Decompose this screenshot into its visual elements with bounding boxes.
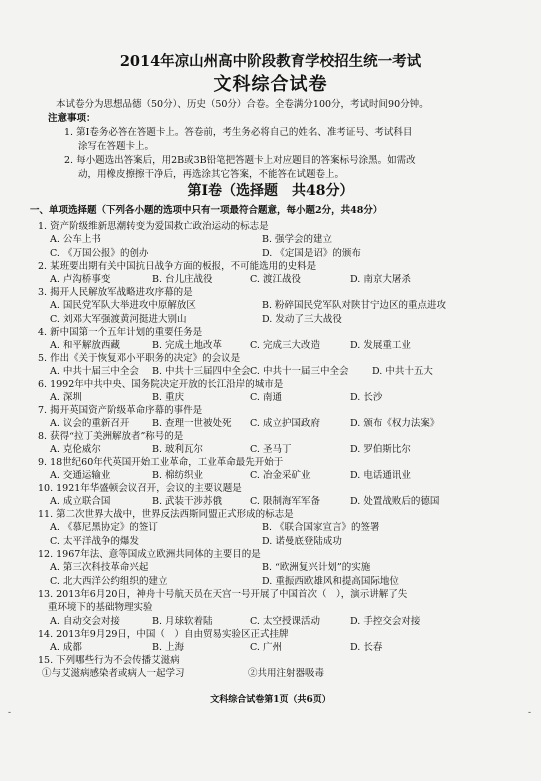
question-stem: 5. 作出《关于恢复邓小平职务的决定》的会议是 — [38, 353, 241, 364]
answer-option: C. 《万国公报》的创办 — [50, 247, 149, 259]
answer-option: D. 重振西欧雄风和提高国际地位 — [262, 575, 399, 587]
note-1-cont: 涂写在答题卡上。 — [78, 141, 155, 152]
answer-option: B. 《联合国家宣言》的签署 — [262, 522, 380, 534]
margin-mark: - — [8, 708, 12, 718]
answer-option: C. 渡江战役 — [250, 274, 301, 286]
note-2-cont: 动，用橡皮擦擦干净后，再选涂其它答案，不能答在试题卷上。 — [78, 169, 345, 180]
answer-option: D. 《定国是诏》的颁布 — [262, 247, 361, 259]
answer-option: C. 广州 — [250, 642, 282, 654]
answer-option: D. 南京大屠杀 — [350, 274, 411, 286]
answer-option: A. 自动交会对接 — [50, 615, 120, 627]
answer-option: D. 诺曼底登陆成功 — [262, 535, 342, 547]
answer-option: B. 台儿庄战役 — [152, 274, 213, 286]
answer-option: D. 电话通讯业 — [350, 470, 411, 482]
answer-option: C. 完成三大改造 — [250, 340, 320, 352]
answer-option: C. 北大西洋公约组织的建立 — [50, 575, 168, 587]
page-footer: 文科综合试卷第1页（共6页） — [210, 695, 331, 705]
answer-option: D. 中共十五大 — [372, 366, 433, 378]
answer-option: C. 太平洋战争的爆发 — [50, 535, 139, 547]
answer-option: D. 罗伯斯比尔 — [350, 444, 411, 456]
exam-title: 2014年凉山州高中阶段教育学校招生统一考试 — [119, 53, 422, 70]
answer-option: A. 交通运输业 — [50, 470, 111, 482]
answer-option: B. 中共十三届四中全会 — [152, 366, 251, 378]
exam-subtitle: 文科综合试卷 — [213, 74, 328, 95]
answer-option: A. 第三次科技革命兴起 — [50, 562, 149, 574]
answer-option: A. 成立联合国 — [50, 496, 111, 508]
answer-option: A. 国民党军队大举进攻中原解放区 — [50, 300, 196, 312]
answer-option: C. 圣马丁 — [250, 444, 292, 456]
answer-option: A. 卢沟桥事变 — [50, 274, 111, 286]
question-stem: 14. 2013年9月29日，中国（ ）自由贸易实验区正式挂牌 — [38, 629, 289, 640]
answer-option: D. 处置战败后的德国 — [350, 496, 440, 508]
question-stem: 15. 下列哪些行为不会传播艾滋病 — [38, 655, 180, 666]
answer-option: B. 棉纺织业 — [152, 470, 204, 482]
answer-option: D. 发展重工业 — [350, 340, 411, 352]
question-stem: 8. 获得“拉丁美洲解放者”称号的是 — [38, 431, 184, 442]
question-stem: 13. 2013年6月20日，神舟十号航天员在天宫一号开展了中国首次（ ），演示讲解了失 — [38, 589, 408, 600]
question-stem: 11. 第二次世界大战中，世界反法西斯同盟正式形成的标志是 — [38, 509, 294, 520]
question-stem: 6. 1992年中共中央、国务院决定开放的长江沿岸的城市是 — [38, 379, 284, 390]
note-1: 1. 第Ⅰ卷务必答在答题卡上。答卷前，考生务必将自己的姓名、准考证号、考试科目 — [64, 127, 413, 138]
answer-option: D. 颁布《权力法案》 — [350, 418, 440, 430]
answer-option: A. 克伦威尔 — [50, 444, 101, 456]
answer-option: A. 和平解放西藏 — [50, 340, 120, 352]
note-2: 2. 每小题选出答案后，用2B或3B铅笔把答题卡上对应题目的答案标号涂黑。如需改 — [64, 155, 416, 166]
answer-option: B. 完成土地改革 — [152, 340, 223, 352]
answer-option: D. 手控交会对接 — [350, 615, 421, 627]
answer-option: A. 中共十届三中全会 — [50, 366, 139, 378]
intro-line: 本试卷分为思想品德（50分）、历史（50分）合卷。全卷满分100分，考试时间90分钟。 — [56, 99, 429, 110]
notes-title: 注意事项： — [48, 113, 96, 124]
answer-option: C. 刘邓大军强渡黄河挺进大别山 — [50, 313, 187, 325]
answer-option: B. 重庆 — [152, 392, 185, 404]
question-stem: 12. 1967年法、意等国成立欧洲共同体的主要目的是 — [38, 549, 261, 560]
answer-option: C. 中共十一届三中全会 — [250, 366, 349, 378]
answer-option: C. 太空授课活动 — [250, 615, 320, 627]
answer-option: A. 成都 — [50, 642, 82, 654]
question-stem: 1. 资产阶级维新思潮转变为爱国救亡政治运动的标志是 — [38, 221, 269, 232]
question-stem: 2. 某班要出期有关中国抗日战争方面的板报，不可能选用的史料是 — [38, 261, 317, 272]
question-stem: 4. 新中国第一个五年计划的重要任务是 — [38, 327, 203, 338]
answer-option: C. 南通 — [250, 392, 282, 404]
answer-option: B. 武装干涉苏俄 — [152, 496, 223, 508]
answer-option: B. 粉碎国民党军队对陕甘宁边区的重点进攻 — [262, 300, 447, 312]
section-title: 第Ⅰ卷（选择题 共48分） — [187, 183, 354, 199]
answer-option: B. 上海 — [152, 642, 185, 654]
question-stem: 7. 揭开英国资产阶级革命序幕的事件是 — [38, 405, 203, 416]
question-stem: 10. 1921年华盛顿会议召开，会议的主要议题是 — [38, 483, 242, 494]
answer-option: B. 玻利瓦尔 — [152, 444, 204, 456]
answer-option: C. 限制海军军备 — [250, 496, 320, 508]
answer-option: B. “欧洲复兴计划”的实施 — [262, 562, 371, 574]
answer-option: A. 深圳 — [50, 392, 82, 404]
section-instructions: 一、单项选择题（下列各小题的选项中只有一项最符合题意，每小题2分，共48分） — [30, 205, 383, 216]
answer-option: C. 冶金采矿业 — [250, 470, 311, 482]
answer-option: C. 成立护国政府 — [250, 418, 320, 430]
question-stem-cont: 重环境下的基础物理实验 — [48, 602, 153, 614]
answer-option: B. 月球软着陆 — [152, 615, 213, 627]
margin-mark: - — [528, 708, 532, 718]
answer-option: A. 议会的重新召开 — [50, 418, 130, 430]
answer-option: ②共用注射器吸毒 — [248, 668, 325, 680]
question-stem: 3. 揭开人民解放军战略进攻序幕的是 — [38, 287, 193, 298]
answer-option: D. 长沙 — [350, 392, 383, 404]
answer-option: B. 查理一世被处死 — [152, 418, 232, 430]
answer-option: A. 公车上书 — [50, 234, 101, 246]
answer-option: B. 强学会的建立 — [262, 234, 333, 246]
answer-option: D. 发动了三大战役 — [262, 313, 342, 325]
answer-option: D. 长春 — [350, 642, 383, 654]
exam-intro — [48, 98, 506, 182]
answer-option: A. 《慕尼黑协定》的签订 — [50, 522, 158, 534]
answer-option: ①与艾滋病感染者或病人一起学习 — [42, 668, 185, 680]
question-stem: 9. 18世纪60年代英国开始工业革命，工业革命最先开始于 — [38, 457, 284, 468]
